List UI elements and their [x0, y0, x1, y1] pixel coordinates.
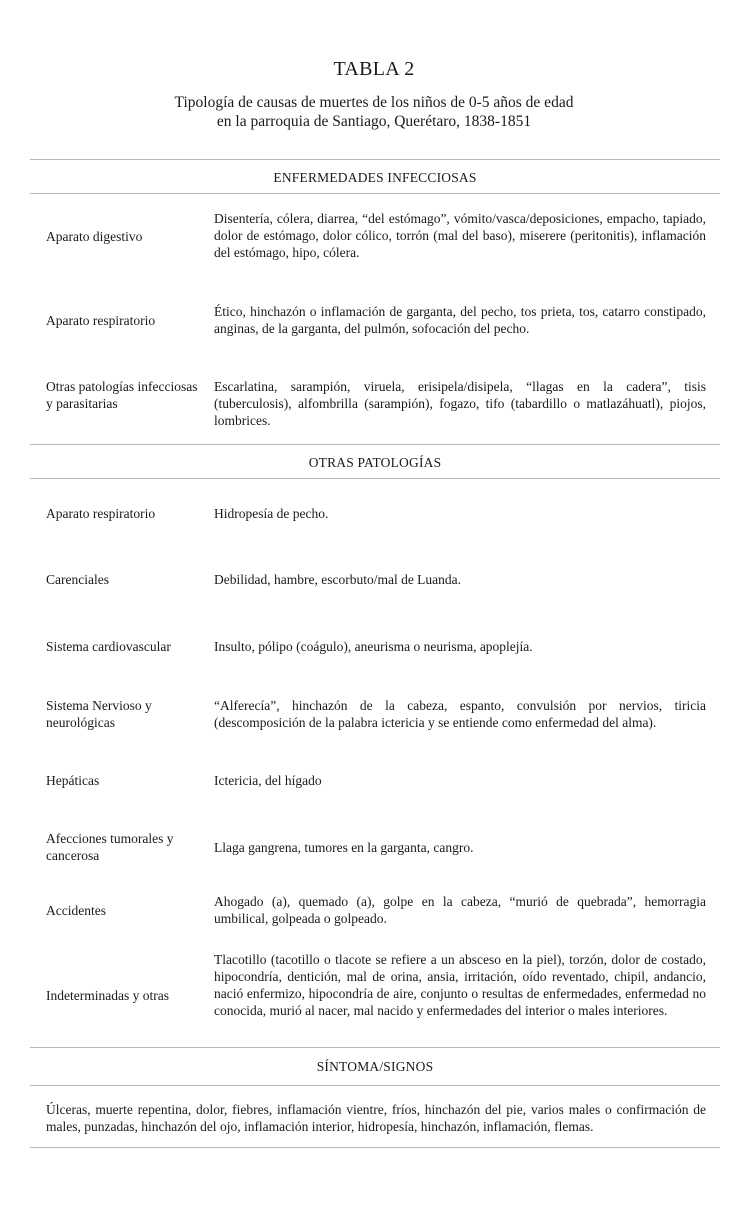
- table-subtitle: [0, 93, 748, 131]
- row-category: Indeterminadas y otras: [46, 988, 169, 1003]
- section-heading-infecciosas: ENFERMEDADES INFECCIOSAS: [273, 170, 477, 185]
- symptoms-text: Úlceras, muerte repentina, dolor, fiebres, inflamación vientre, fríos, hinchazón del pie, varios males o confirmación de males, punzadas, hinchazón del ojo, inflamación interior, hidropesía, hinchazón, inflamación, flemas.: [46, 1102, 706, 1134]
- row-description: Escarlatina, sarampión, viruela, erisipela/disipela, “llagas en la cadera”, tisis (tuberculosis), alfombrilla (sarampión), fogazo, tifo (tabardillo o matlazáhuatl), piojos, lombrices.: [214, 379, 706, 428]
- subtitle-line-1: Tipología de causas de muertes de los niños de 0-5 años de edad: [174, 94, 574, 111]
- row-category: Afecciones tumorales y cancerosa: [46, 831, 174, 863]
- divider: [30, 1047, 720, 1048]
- row-category: Otras patologías infecciosas y parasitarias: [46, 379, 198, 411]
- divider: [30, 444, 720, 445]
- subtitle-line-2: en la parroquia de Santiago, Querétaro, 1838-1851: [216, 113, 532, 130]
- row-description: Ético, hinchazón o inflamación de garganta, del pecho, tos prieta, tos, catarro constipado, anginas, de la garganta, del pulmón, sofocación del pecho.: [214, 304, 706, 336]
- row-category: Aparato respiratorio: [46, 506, 156, 521]
- table-title: TABLA 2: [333, 58, 415, 80]
- row-description: Ahogado (a), quemado (a), golpe en la cabeza, “murió de quebrada”, hemorragia umbilical, golpeada o golpeado.: [214, 894, 706, 926]
- section-heading-otras: OTRAS PATOLOGÍAS: [308, 455, 442, 470]
- row-category: Sistema cardiovascular: [46, 639, 171, 654]
- row-category: Accidentes: [46, 903, 106, 918]
- divider: [30, 1147, 720, 1148]
- row-description: “Alferecía”, hinchazón de la cabeza, espanto, convulsión por nervios, tiricia (descomposición de la palabra ictericia y se entiende como enfermedad del alma).: [214, 698, 706, 730]
- row-description: Disentería, cólera, diarrea, “del estómago”, vómito/vasca/deposiciones, empacho, tapiado, dolor de estómago, dolor cólico, torrón (mal del baso), miserere (peritonitis), inflamación del estómago, hipo, cólera.: [214, 211, 706, 260]
- row-description: Hidropesía de pecho.: [214, 506, 329, 521]
- row-category: Sistema Nervioso y neurológicas: [46, 698, 152, 730]
- row-category: Aparato respiratorio: [46, 313, 156, 328]
- divider: [30, 478, 720, 479]
- section-heading-sintomas: SÍNTOMA/SIGNOS: [316, 1059, 434, 1074]
- row-description: Debilidad, hambre, escorbuto/mal de Luanda.: [214, 572, 462, 587]
- row-category: Hepáticas: [46, 773, 100, 788]
- row-description: Insulto, pólipo (coágulo), aneurisma o neurisma, apoplejía.: [214, 639, 533, 654]
- row-description: Tlacotillo (tacotillo o tlacote se refiere a un absceso en la piel), torzón, dolor de costado, hipocondría, dentición, mal de orina, ansia, irritación, oído reventado, chipil, andancio, nació enfermizo, hipocondría de aire, conjunto o resultas de enfermedades, enfermedad no conocida, murió al nacer, mal nacido y enfermedades del interior o males interiores.: [214, 952, 706, 1018]
- row-description: Llaga gangrena, tumores en la garganta, cangro.: [214, 840, 474, 855]
- row-category: Aparato digestivo: [46, 229, 143, 244]
- row-description: Ictericia, del hígado: [214, 773, 322, 788]
- divider: [30, 193, 720, 194]
- row-category: Carenciales: [46, 572, 109, 587]
- divider: [30, 159, 720, 160]
- divider: [30, 1085, 720, 1086]
